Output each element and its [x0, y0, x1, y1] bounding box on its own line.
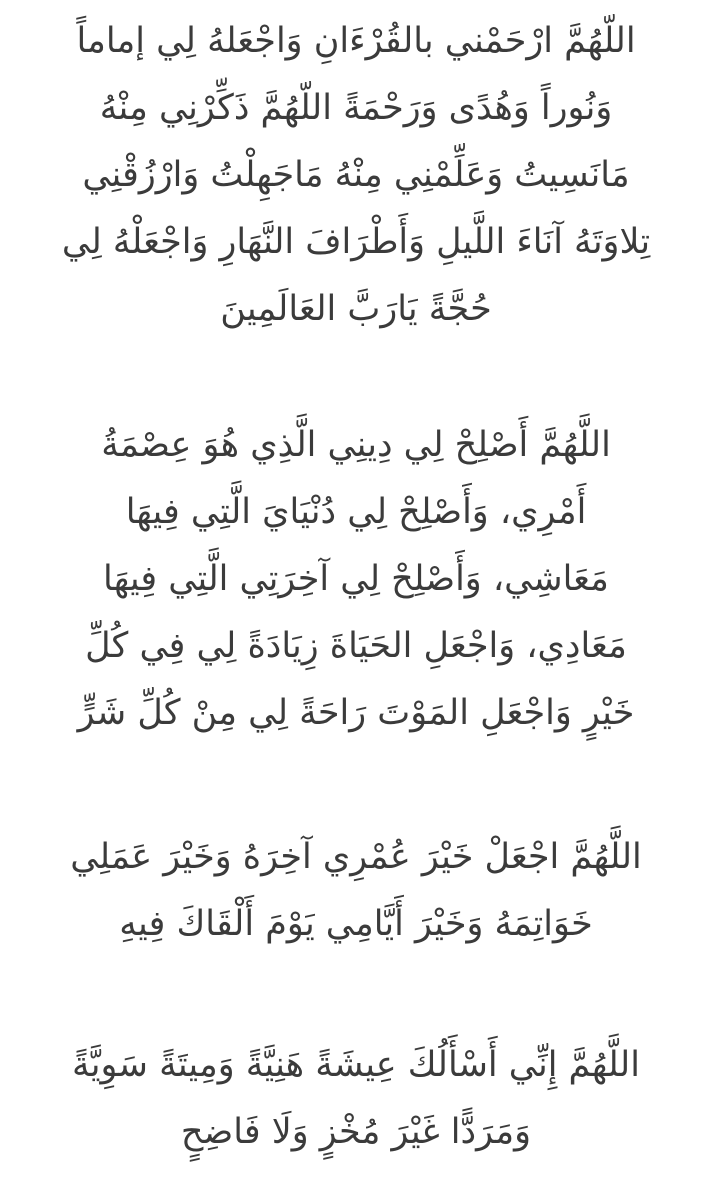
dua-paragraph-islah [30, 412, 682, 747]
text-line: أَمْرِي، وَأَصْلِحْ لِي دُنْيَايَ الَّتِي فِيهَا [125, 492, 587, 532]
text-line: اللَّهُمَّ إِنِّي أَسْأَلُكَ عِيشَةً هَنِيَّةً وَمِيتَةً سَوِيَّةً [72, 1045, 640, 1085]
text-line: مَانَسِيتُ وَعَلِّمْنِي مِنْهُ مَاجَهِلْتُ وَارْزُقْنِي [82, 155, 630, 195]
text-line: اللَّهُمَّ أَصْلِحْ لِي دِينِي الَّذِي هُوَ عِصْمَةُ [101, 425, 611, 465]
text-line: اللّهُمَّ ارْحَمْني بالقُرْءَانِ وَاجْعَلهُ لِي إماماً [76, 21, 636, 61]
text-line: وَمَرَدًّا غَيْرَ مُخْزٍ وَلَا فَاضِحٍ [180, 1112, 532, 1152]
dua-paragraph-ishah [30, 1032, 682, 1166]
text-line: وَنُوراً وَهُدًى وَرَحْمَةً اللّهُمَّ ذَكِّرْنِي مِنْهُ [99, 88, 613, 128]
dua-paragraph-quran [30, 8, 682, 343]
text-line: مَعَاشِي، وَأَصْلِحْ لِي آخِرَتِي الَّتِي فِيهَا [103, 559, 609, 599]
text-line: مَعَادِي، وَاجْعَلِ الحَيَاةَ زِيَادَةً لِي فِي كُلِّ [85, 626, 627, 666]
dua-paragraph-khayr [30, 824, 682, 958]
text-line: خَيْرٍ وَاجْعَلِ المَوْتَ رَاحَةً لِي مِنْ كُلِّ شَرٍّ [77, 693, 635, 733]
text-line: اللَّهُمَّ اجْعَلْ خَيْرَ عُمْرِي آخِرَهُ وَخَيْرَ عَمَلِي [70, 837, 642, 877]
text-line: خَوَاتِمَهُ وَخَيْرَ أَيَّامِي يَوْمَ أَلْقَاكَ فِيهِ [119, 904, 593, 944]
text-line: تِلاوَتَهُ آنَاءَ اللَّيلِ وَأَطْرَافَ النَّهَارِ وَاجْعَلْهُ لِي [61, 222, 651, 262]
text-line: حُجَّةً يَارَبَّ العَالَمِينَ [220, 289, 492, 329]
